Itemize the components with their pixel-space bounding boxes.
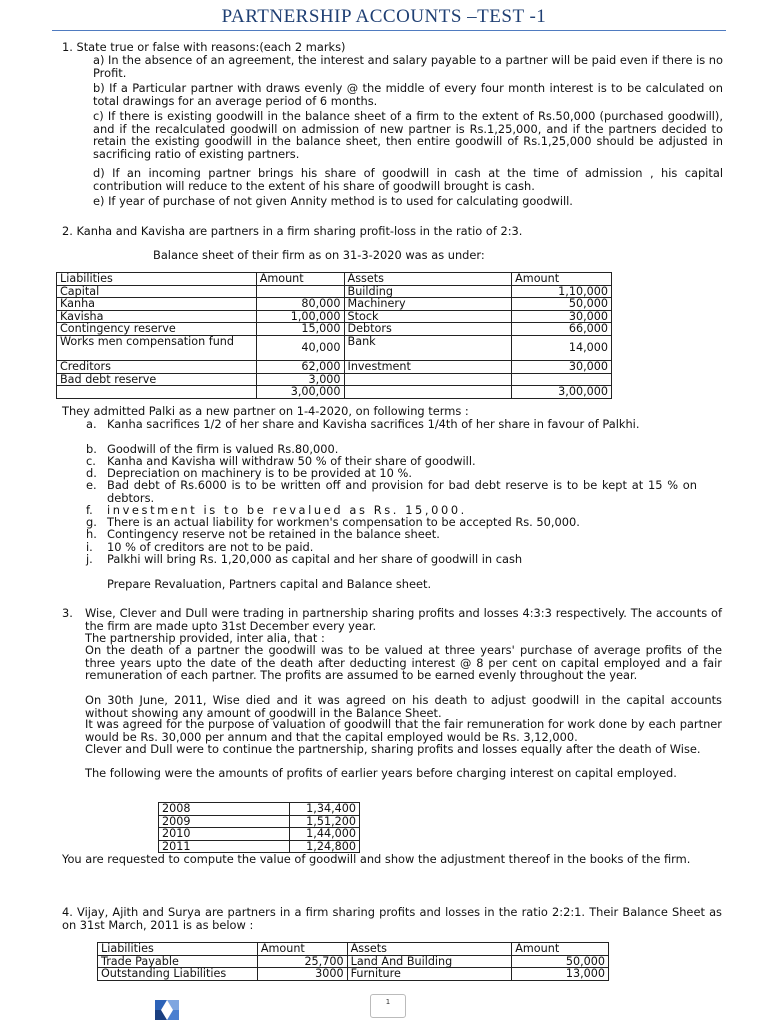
- table-row: [57, 323, 612, 336]
- q3-para: On the death of a partner the goodwill was to be valued at three years' purchase of average profits of the three years upto the date of the death after deducting interest @ 8 per cent on capital employed and a fair remuneration of each partner. The profits are assumed to be earned evenly throughout the year.: [85, 643, 722, 683]
- q3-para: Clever and Dull were to continue the partnership, sharing profits and losses equally after the death of Wise.: [85, 742, 701, 756]
- table-row: [159, 828, 360, 841]
- table-row: [57, 335, 612, 360]
- table-cell: 3,00,000: [256, 386, 344, 399]
- table-cell: 3,000: [256, 373, 344, 386]
- table-cell: 1,51,200: [290, 815, 360, 828]
- q4-balance-sheet-table: [97, 942, 609, 981]
- table-cell: Debtors: [344, 323, 512, 336]
- q3-para: On 30th June, 2011, Wise died and it was agreed on his death to adjust goodwill in the capital accounts without showing any amount of goodwill in the Balance Sheet.: [85, 693, 722, 720]
- table-cell: Works men compensation fund: [57, 335, 257, 360]
- q2-instruction: Prepare Revaluation, Partners capital and Balance sheet.: [107, 577, 432, 591]
- header-amount: Amount: [257, 943, 347, 956]
- header-amount: Amount: [256, 273, 344, 286]
- q1-item-b: b) If a Particular partner with draws evenly @ the middle of every four month interest is to be calculated on total drawings for an average period of 6 months.: [93, 81, 723, 108]
- header-liabilities: Liabilities: [98, 943, 258, 956]
- table-row: [57, 360, 612, 373]
- q2-balance-sheet-table: [56, 272, 612, 399]
- table-cell: [256, 285, 344, 298]
- term-text: Palkhi will bring Rs. 1,20,000 as capital and her share of goodwill in cash: [107, 552, 523, 566]
- q1-heading: 1. State true or false with reasons:(each 2 marks): [62, 40, 346, 54]
- table-cell: 13,000: [512, 968, 609, 981]
- term-text: 10 % of creditors are not to be paid.: [107, 540, 314, 554]
- table-cell: Outstanding Liabilities: [98, 968, 258, 981]
- q1-item-a: a) In the absence of an agreement, the interest and salary payable to a partner will be paid even if there is no Profit.: [93, 53, 723, 80]
- header-assets: Assets: [347, 943, 512, 956]
- table-cell: [344, 373, 512, 386]
- term-marker: h.: [86, 527, 97, 541]
- q1-item-e: e) If year of purchase of not given Annity method is to used for calculating goodwill.: [93, 194, 573, 208]
- q3-number: 3.: [62, 606, 73, 620]
- table-cell: Creditors: [57, 360, 257, 373]
- table-cell: Investment: [344, 360, 512, 373]
- table-row: [57, 285, 612, 298]
- term-marker: g.: [86, 515, 97, 529]
- q3-closing: You are requested to compute the value of goodwill and show the adjustment thereof in the books of the firm.: [62, 852, 691, 866]
- publisher-logo-icon: [153, 996, 181, 1024]
- term-marker: b.: [86, 442, 97, 456]
- table-cell: 2011: [159, 840, 290, 853]
- table-cell: Bank: [344, 335, 512, 360]
- table-cell: Bad debt reserve: [57, 373, 257, 386]
- term-text: There is an actual liability for workmen's compensation to be accepted Rs. 50,000.: [107, 515, 580, 529]
- table-cell: Furniture: [347, 968, 512, 981]
- title-underline: [52, 30, 726, 31]
- table-cell: Land And Building: [347, 955, 512, 968]
- term-text: Bad debt of Rs.6000 is to be written off and provision for bad debt reserve is to be kept at 15 % on debtors.: [107, 478, 697, 505]
- table-cell: Kavisha: [57, 310, 257, 323]
- table-cell: Contingency reserve: [57, 323, 257, 336]
- q1-item-d: d) If an incoming partner brings his share of goodwill in cash at the time of admission , his capital contribution will reduce to the extent of his share of goodwill brought is cash.: [93, 166, 723, 193]
- table-row: [159, 840, 360, 853]
- term-marker: j.: [86, 552, 93, 566]
- table-cell: Machinery: [344, 298, 512, 311]
- term-text: Depreciation on machinery is to be provided at 10 %.: [107, 466, 412, 480]
- table-cell: 3000: [257, 968, 347, 981]
- table-row: [57, 373, 612, 386]
- term-marker: c.: [86, 454, 96, 468]
- term-text: investment is to be revalued as Rs. 15,000.: [107, 503, 467, 517]
- table-row: [57, 310, 612, 323]
- table-cell: 14,000: [512, 335, 612, 360]
- table-row: [159, 803, 360, 816]
- q4-text: 4. Vijay, Ajith and Surya are partners in a firm sharing profits and losses in the ratio 2:2:1. Their Balance Sheet as on 31st March, 2011 is as below :: [62, 905, 722, 932]
- term-marker: e.: [86, 478, 97, 492]
- table-cell: Capital: [57, 285, 257, 298]
- term-marker: a.: [86, 417, 97, 431]
- term-text: Kanha sacrifices 1/2 of her share and Kavisha sacrifices 1/4th of her share in favour of Palkhi.: [107, 417, 640, 431]
- table-cell: Stock: [344, 310, 512, 323]
- table-total-row: [57, 386, 612, 399]
- table-cell: 30,000: [512, 310, 612, 323]
- header-amount: Amount: [512, 273, 612, 286]
- term-text: Kanha and Kavisha will withdraw 50 % of their share of goodwill.: [107, 454, 476, 468]
- term-text: Contingency reserve not be retained in the balance sheet.: [107, 527, 440, 541]
- page-number: 1: [385, 998, 391, 1006]
- table-cell: [512, 373, 612, 386]
- table-header-row: [98, 943, 609, 956]
- table-cell: 3,00,000: [512, 386, 612, 399]
- table-header-row: [57, 273, 612, 286]
- term-text: Goodwill of the firm is valued Rs.80,000.: [107, 442, 339, 456]
- q3-para: It was agreed for the purpose of valuation of goodwill that the fair remuneration for work done by each partner would be Rs. 30,000 per annum and that the capital employed would be Rs. 3,12,000.: [85, 717, 722, 744]
- table-cell: Building: [344, 285, 512, 298]
- table-cell: 25,700: [257, 955, 347, 968]
- table-cell: 1,34,400: [290, 803, 360, 816]
- header-liabilities: Liabilities: [57, 273, 257, 286]
- q3-para: The partnership provided, inter alia, that :: [85, 631, 325, 645]
- table-cell: 1,10,000: [512, 285, 612, 298]
- table-row: [57, 298, 612, 311]
- q2-heading: 2. Kanha and Kavisha are partners in a firm sharing profit-loss in the ratio of 2:3.: [62, 224, 523, 238]
- table-cell: 1,44,000: [290, 828, 360, 841]
- term-marker: f.: [86, 503, 93, 517]
- q1-item-c: c) If there is existing goodwill in the balance sheet of a firm to the extent of Rs.50,000 (purchased goodwill), and if the recalculated goodwill on admission of new partner is Rs.1,25,000, and if the partners decided to retain the existing goodwill in the balance sheet, then entire goodwill of Rs.1,25,000 should be adjusted in sacrificing ratio of existing partners.: [93, 109, 723, 161]
- q3-para: The following were the amounts of profits of earlier years before charging interest on capital employed.: [85, 766, 677, 780]
- q2-intro: They admitted Palki as a new partner on 1-4-2020, on following terms :: [62, 404, 469, 418]
- table-cell: Kanha: [57, 298, 257, 311]
- table-cell: 50,000: [512, 298, 612, 311]
- table-cell: 2010: [159, 828, 290, 841]
- table-cell: 66,000: [512, 323, 612, 336]
- page-title: PARTNERSHIP ACCOUNTS –TEST -1: [221, 6, 547, 27]
- term-marker: i.: [86, 540, 93, 554]
- header-assets: Assets: [344, 273, 512, 286]
- q3-para: Wise, Clever and Dull were trading in partnership sharing profits and losses 4:3:3 respectively. The accounts of the firm are made upto 31st December every year.: [85, 606, 722, 633]
- term-marker: d.: [86, 466, 97, 480]
- table-cell: 30,000: [512, 360, 612, 373]
- table-cell: 15,000: [256, 323, 344, 336]
- table-row: [98, 955, 609, 968]
- table-cell: Trade Payable: [98, 955, 258, 968]
- q2-subheading: Balance sheet of their firm as on 31-3-2020 was as under:: [153, 248, 485, 262]
- table-cell: [344, 386, 512, 399]
- table-cell: [57, 386, 257, 399]
- table-cell: 2008: [159, 803, 290, 816]
- table-row: [159, 815, 360, 828]
- table-cell: 80,000: [256, 298, 344, 311]
- q3-profits-table: [158, 802, 360, 853]
- table-cell: 2009: [159, 815, 290, 828]
- header-amount: Amount: [512, 943, 609, 956]
- table-cell: 40,000: [256, 335, 344, 360]
- table-cell: 1,00,000: [256, 310, 344, 323]
- page-number-box: [370, 994, 406, 1018]
- table-row: [98, 968, 609, 981]
- table-cell: 62,000: [256, 360, 344, 373]
- table-cell: 50,000: [512, 955, 609, 968]
- table-cell: 1,24,800: [290, 840, 360, 853]
